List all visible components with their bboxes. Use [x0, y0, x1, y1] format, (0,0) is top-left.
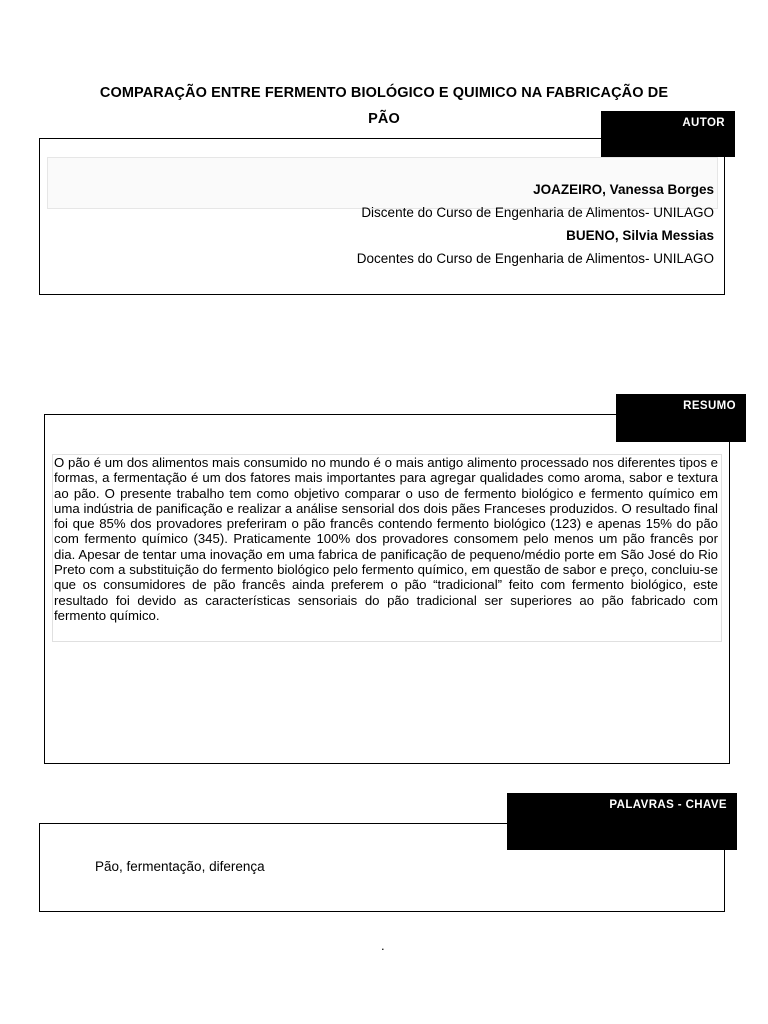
author-1-affiliation: Discente do Curso de Engenharia de Alimentos- UNILAGO: [361, 205, 714, 220]
author-2-affiliation: Docentes do Curso de Engenharia de Alimentos- UNILAGO: [356, 251, 714, 266]
author-section-tab: AUTOR: [601, 111, 735, 157]
keywords-section-tab: PALAVRAS - CHAVE: [507, 793, 737, 850]
abstract-section-tab: RESUMO: [616, 394, 746, 442]
abstract-text: O pão é um dos alimentos mais consumido no mundo é o mais antigo alimento processado nos diferentes tipos e formas, a fermentação é um dos fatores mais importantes para agregar qualidades como aroma, sabor e textura ao pão. O presente trabalho tem como objetivo comparar o uso de fermento biológico e fermento químico em uma indústria de panificação e realizar a análise sensorial dos dois pães Franceses produzidos. O resultado final foi que 85% dos provadores preferiram o pão francês contendo fermento biológico (123) e apenas 15% do pão com fermento químico (345). Praticamente 100% dos provadores consomem pelo menos um pão francês por dia. Apesar de tentar uma inovação em uma fabrica de panificação de pequeno/médio porte em São José do Rio Preto com a substituição do fermento biológico pelo fermento químico, em questão de sabor e preço, concluiu-se que os consumidores de pão francês ainda preferem o pão “tradicional” feito com fermento biológico, este resultado foi devido as características sensoriais do pão tradicional ser superiores ao pão fabricado com fermento químico.: [54, 455, 718, 623]
author-2-name: BUENO, Silvia Messias: [566, 228, 714, 243]
keywords-text: Pão, fermentação, diferença: [95, 859, 265, 874]
paper-title-line-2: PÃO: [368, 111, 400, 127]
author-1-name: JOAZEIRO, Vanessa Borges: [533, 182, 714, 197]
footer-mark: .: [381, 938, 385, 953]
paper-title-line-1: COMPARAÇÃO ENTRE FERMENTO BIOLÓGICO E QUIMICO NA FABRICAÇÃO DE: [99, 85, 669, 101]
